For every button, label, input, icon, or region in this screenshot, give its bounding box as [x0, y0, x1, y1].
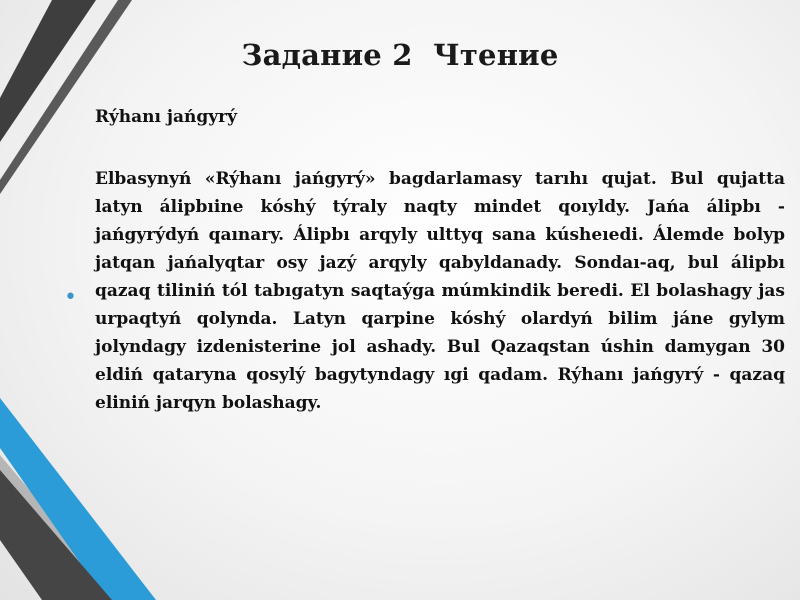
slide-title: Задание 2 Чтение [241, 38, 559, 72]
reading-subtitle: Rýhanı jańgyrý [95, 107, 237, 127]
slide-content [95, 103, 785, 417]
reading-paragraph: Elbasynyń «Rýhanı jańgyrý» bagdarlamasy tarıhı qujat. Bul qujatta latyn álipbıine kóshý týraly naqty mindet qoıyldy. Jańa álipbı - jańgyrýdyń qaınary. Álipbı arqyly ulttyq sana kúsheıedi. Álemde bolyp jatqan jańalyqtar osy jazý arqyly qabyldanady. Sondaı-aq, bul álipbı qazaq tiliniń tól tabıgatyn saqtaýga múmkindik beredi. El bolashagy jas urpaqtyń qolynda. Latyn qarpine kóshý olardyń bilim jáne gylym jolyndagy izdenisterine jol ashady. Bul Qazaqstan úshin damygan 30 eldiń qataryna qosylý bagytyndagy ıgi qadam. Rýhanı jańgyrý - qazaq eliniń jarqyn bolashagy. [95, 169, 785, 413]
bullet-marker: • [64, 285, 77, 310]
